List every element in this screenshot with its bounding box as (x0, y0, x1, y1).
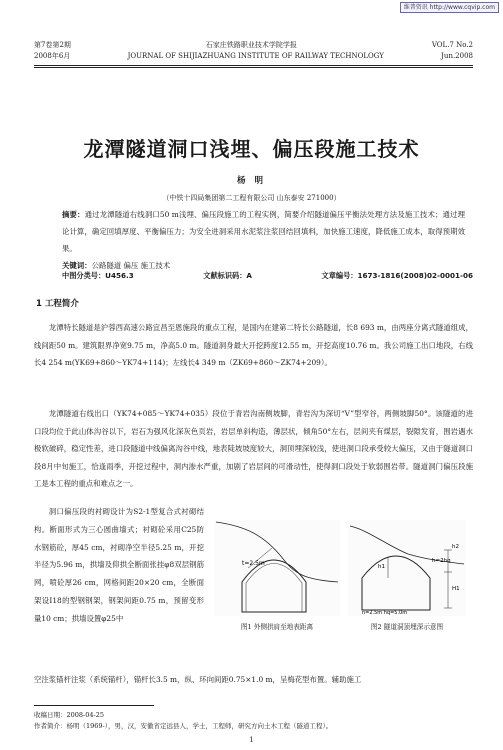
paragraph-text: 洞口偏压段的衬砌设计为S2-1型复合式衬砌结构。断面形式为三心圆曲墙式；衬砌砼采用C25防水钢筋砼，厚45 cm，衬砌净空半径5.25 m，开挖半径为5.96 m，拱墙及仰拱全断面张挂φ8双层钢筋网，喷砼厚26 cm，网格间距20×20 cm，全断面架设I18的型钢钢架，钢架间距0.75 m，预留变形量10 cm；拱墙设置φ25中 (34, 507, 204, 623)
author-affiliation: （中铁十四局集团第二工程有限公司 山东泰安 271000） (162, 194, 341, 202)
header-date-cn: 2008年6月 (34, 52, 71, 60)
body-paragraph-3-continued: 空注浆锚杆注浆（系统锚杆），锚杆长3.5 m，纵、环向间距0.75×1.0 m，呈梅花型布置。辅助施工 (34, 675, 362, 684)
author-bio: 作者简介：杨明（1969-），男，汉，安徽省定远县人，学士，工程师，研究方向土木工程（隧道工程）。 (34, 722, 333, 730)
figure-1-diagram (214, 520, 340, 616)
journal-header (34, 40, 473, 62)
body-paragraph-3 (34, 503, 204, 628)
section-heading: 1 工程简介 (36, 299, 79, 309)
page-number: 1 (249, 736, 254, 744)
figure-2-diagram (348, 520, 466, 616)
body-paragraph-2 (34, 405, 473, 493)
header-volume-en: VOL.7 No.2 (431, 41, 473, 49)
body-paragraph-1 (34, 319, 473, 372)
header-rule-thin (34, 67, 473, 68)
paragraph-text: 龙潭隧道右线出口（YK74+085～YK74+035）段位于青岩沟南侧坡脚，青岩沟为深切“V”型窄谷，两侧坡脚50°。该隧道的进口段均位于此山体沟谷以下，岩石为强风化深灰色页岩，岩层单斜构造，薄层状，倾角50°左右，层间夹有煤层，裂隙发育，围岩遇水极软破碎，稳定性差，进口段隧道中线偏离沟谷中线，地表陡坡坡度较大，洞顶埋深较浅，使进洞口段承受较大偏压，又由于隧道洞口段8月中旬施工，恰逢雨季，开挖过程中，洞内渗水严重，加剧了岩层间的可滑动性，使得洞口段处于软弱围岩带。隧道洞门偏压段施工是本工程的重点和难点之一。 (34, 409, 473, 488)
tunnel-outline (362, 556, 430, 610)
keywords-label: 关键词： (62, 261, 92, 270)
header-journal-cn: 石家庄铁路职业技术学院学报 (205, 41, 297, 49)
fig2-label-H1: H1 (452, 586, 460, 592)
keywords-text: 公路隧道 偏压 施工技术 (91, 261, 171, 270)
clc-number: 中图分类号：U456.3 (62, 271, 134, 280)
fig2-label-h2: h2 (452, 544, 459, 550)
paper-author: 杨 明 (237, 176, 266, 186)
header-journal-en: JOURNAL OF SHIJIAZHUANG INSTITUTE OF RAILWAY TECHNOLOGY (127, 52, 384, 60)
ground-surface-line (216, 522, 338, 582)
footnote-block (34, 710, 473, 732)
tunnel-outline (242, 560, 306, 612)
header-date-en: Jun.2008 (441, 52, 473, 60)
fig1-label: t=2.5m (242, 560, 265, 567)
document-code: 文献标识码：A (203, 271, 252, 280)
figure-2-caption: 图2 隧道洞顶埋深示意图 (370, 623, 444, 631)
tunnel-lining (246, 564, 302, 613)
header-volume-cn: 第7卷第2期 (34, 41, 71, 49)
watermark-stamp: 维普资讯 http://www.cqvip.com (400, 2, 499, 13)
footnote-rule (34, 705, 154, 706)
fig2-label-hq: h=2hq (432, 558, 451, 564)
figure-1-caption: 图1 外侧拱肩至地表距离 (240, 623, 314, 631)
received-date: 收稿日期：2008-04-25 (34, 711, 104, 719)
abstract-label: 摘要： (62, 210, 85, 219)
fig2-label-h1: h1 (378, 564, 385, 570)
classification-row (62, 271, 473, 281)
fig2-label-bottom: n=2.5m hq=5.0m (362, 610, 408, 616)
abstract-text: 通过龙潭隧道右线洞口50 m浅埋、偏压段施工的工程实例，简要介绍隧道偏压平衡法处理方法及施工技术；通过理论计算，确定回填厚度、平衡偏压力；为安全进洞采用水泥浆注浆回结回填料，加快施工速度，降低施工成本，取得预期效果。 (62, 210, 465, 253)
article-number: 文章编号：1673-1816(2008)02-0001-06 (321, 271, 473, 280)
header-rule-thick (34, 65, 473, 66)
abstract-block (62, 206, 465, 274)
paragraph-text: 龙潭特长隧道是沪蓉西高速公路宜昌至恩施段的重点工程，是国内在建第二特长公路隧道，长8 693 m，由两座分离式隧道组成，线间距50 m。建筑限界净宽9.75 m，净高5.0 m。隧道洞身最大开挖跨度12.55 m，开挖高度10.76 m。我公司施工出口地段，右线长4 254 m(YK69+860～YK74+114)；左线长4 349 m（ZK69+860～ZK74+209）。 (34, 323, 473, 367)
paper-title: 龙潭隧道洞口浅埋、偏压段施工技术 (83, 137, 420, 161)
